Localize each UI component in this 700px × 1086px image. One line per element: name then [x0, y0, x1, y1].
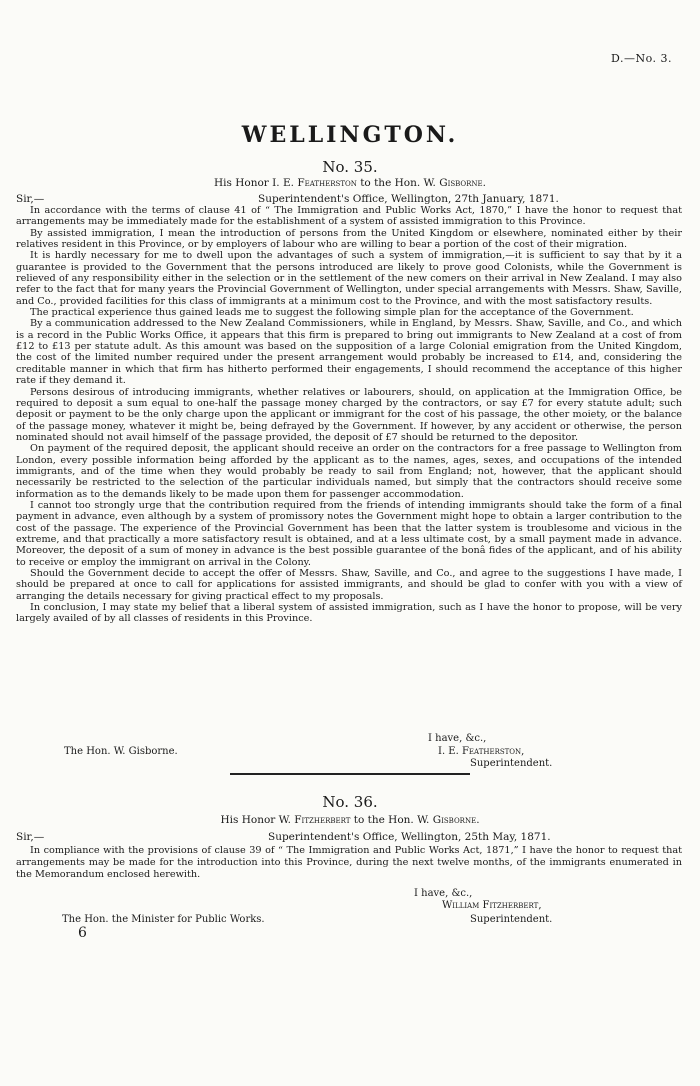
letter-35-addressee: The Hon. W. Gisborne.: [64, 746, 178, 757]
paragraph: In accordance with the terms of clause 41 of “ The Immigration and Public Works Act, 1870,” I have the honor to request that arrangements may be immediately made for the establishment of a system of assisted immigration to this Province.: [16, 205, 682, 228]
page-title: WELLINGTON.: [241, 122, 459, 148]
letter-36-salutation: Sir,—: [16, 831, 45, 843]
paragraph: In compliance with the provisions of clause 39 of “ The Immigration and Public Works Act, 1871,” I have the honor to request that arrangements may be made for the introduction into this Province, during the next twelve months, of the immigrants enumerated in the Memorandum enclosed herewith.: [16, 845, 682, 880]
letter-36-subhead: His Honor W. Fitzherbert to the Hon. W. Gisborne.: [220, 814, 480, 826]
letter-36-signature: William Fitzherbert,: [442, 900, 542, 911]
paragraph: It is hardly necessary for me to dwell upon the advantages of such a system of immigration,—it is sufficient to say that by it a guarantee is provided to the Government that the persons introduced are likely to prove good Colonists, while the Government is relieved of any responsibility either in the selection or in the settlement of the new comers on their arrival in New Zealand. I may also refer to the fact that for many years the Provincial Government of Wellington, under special arrangements with Messrs. Shaw, Saville, and Co., provided facilities for this class of immigrants at a minimum cost to the Province, and with the most satisfactory results.: [16, 250, 682, 307]
letter-35-salutation: Sir,—: [16, 193, 45, 205]
paragraph: By a communication addressed to the New Zealand Commissioners, while in England, by Messrs. Shaw, Saville, and Co., and which is a record in the Public Works Office, it appears that this firm is prepared to bring out immigrants to New Zealand at a cost of from £12 to £13 per statute adult. As this amount was based on the supposition of a large Colonial emigration from the United Kingdom, the cost of the limited number required under the present arrangement would probably be increased to £14, and, considering the creditable manner in which that firm has hitherto performed their engagements, I should recommend the acceptance of this higher rate if they demand it.: [16, 318, 682, 387]
section-divider: [230, 773, 470, 775]
letter-35-subhead: His Honor I. E. Featherston to the Hon. W. Gisborne.: [213, 177, 486, 189]
letter-35-signature: I. E. Featherston,: [438, 746, 525, 757]
page-number: 6: [78, 925, 87, 941]
letter-35-office-date: Superintendent's Office, Wellington, 27th January, 1871.: [258, 193, 559, 205]
paragraph: Should the Government decide to accept the offer of Messrs. Shaw, Saville, and Co., and agree to the suggestions I have made, I should be prepared at once to call for applications for assisted immigrants, and should be glad to confer with you with a view of arranging the details necessary for giving practical effect to my proposals.: [16, 568, 682, 602]
document-reference: D.—No. 3.: [611, 52, 672, 65]
letter-35-body: [16, 205, 682, 625]
letter-35-number: No. 35.: [322, 158, 378, 176]
paragraph: I cannot too strongly urge that the contribution required from the friends of intending immigrants should take the form of a final payment in advance, even although by a system of promissory notes the Government might hope to obtain a larger contribution to the cost of the passage. The experience of the Provincial Government has been that the latter system is troublesome and vicious in the extreme, and that practically a more satisfactory result is obtained, and at a less ultimate cost, by a small payment made in advance. Moreover, the deposit of a sum of money in advance is the best possible guarantee of the bonâ fides of the applicant, and of his ability to receive or employ the immigrant on arrival in the Colony.: [16, 499, 682, 568]
letter-35-closing: I have, &c.,: [428, 733, 487, 744]
letter-36-signature-title: Superintendent.: [470, 914, 553, 925]
paragraph: By assisted immigration, I mean the introduction of persons from the United Kingdom or elsewhere, nominated either by their relatives resident in this Province, or by employers of labour who are willing to bear a portion of the cost of their migration.: [16, 227, 682, 251]
letter-36-office-date: Superintendent's Office, Wellington, 25th May, 1871.: [268, 831, 551, 843]
letter-36-body: [16, 845, 682, 880]
letter-36-number: No. 36.: [322, 793, 378, 811]
paragraph: On payment of the required deposit, the applicant should receive an order on the contractors for a free passage to Wellington from London, every possible information being afforded by the applicant as to the names, ages, sexes, and occupations of the intended immigrants, and of the time when they would probably be ready to sail from England; not, however, that the applicant should necessarily be restricted to the selection of the particular individuals named, but simply that the contractors should receive some information as to the demands likely to be made upon them for passenger accommodation.: [16, 443, 682, 500]
paragraph: In conclusion, I may state my belief that a liberal system of assisted immigration, such as I have the honor to propose, will be very largely availed of by all classes of residents in this Province.: [16, 602, 682, 625]
paragraph: The practical experience thus gained leads me to suggest the following simple plan for the acceptance of the Government.: [30, 307, 634, 319]
letter-35-signature-title: Superintendent.: [470, 758, 553, 769]
letter-36-addressee: The Hon. the Minister for Public Works.: [62, 914, 265, 925]
paragraph: Persons desirous of introducing immigrants, whether relatives or labourers, should, on application at the Immigration Office, be required to deposit a sum equal to one-half the passage money charged by the contractors, or say £7 for every statute adult; such deposit or payment to be the only charge upon the applicant or immigrant for the cost of his passage, the other moiety, or the balance of the passage money, whatever it might be, being defrayed by the Government. If however, by any accident or otherwise, the person nominated should not avail himself of the passage provided, the deposit of £7 should be returned to the depositor.: [16, 386, 682, 443]
letter-36-closing: I have, &c.,: [414, 888, 473, 899]
